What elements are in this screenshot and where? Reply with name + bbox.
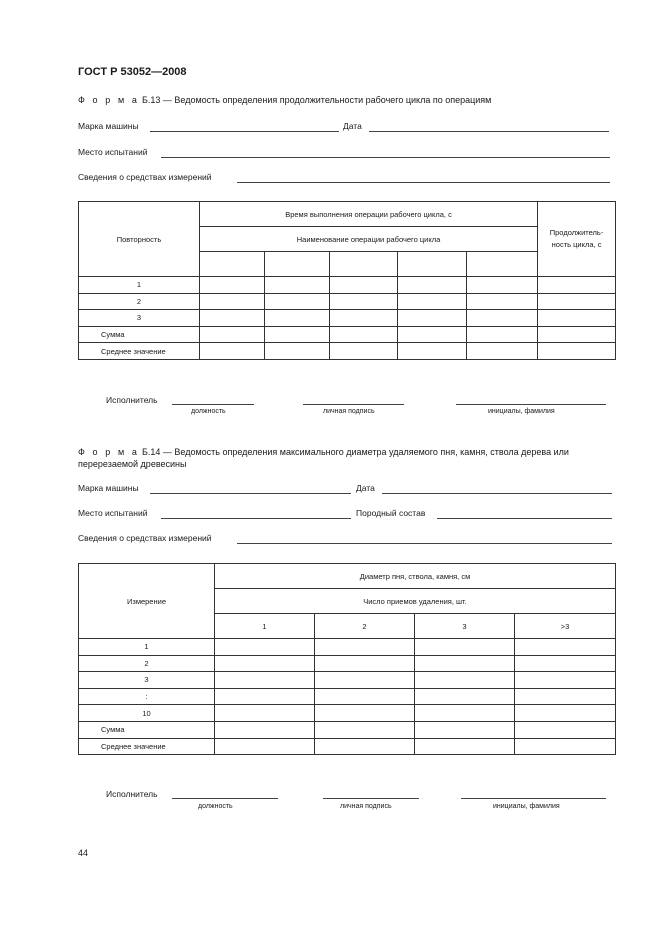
data-cell[interactable] (415, 672, 515, 689)
data-cell[interactable] (330, 326, 398, 343)
form-label: Ф о р м а (78, 447, 140, 457)
place-label: Место испытаний (78, 508, 148, 518)
data-cell[interactable] (538, 293, 616, 310)
op-cell[interactable] (467, 252, 538, 277)
data-cell[interactable] (515, 705, 616, 722)
data-cell[interactable] (200, 277, 265, 294)
row-label: 10 (79, 705, 215, 722)
data-cell[interactable] (215, 672, 315, 689)
data-cell[interactable] (398, 293, 467, 310)
data-cell[interactable] (415, 655, 515, 672)
date-label: Дата (343, 121, 362, 131)
data-cell[interactable] (515, 639, 616, 656)
data-cell[interactable] (215, 639, 315, 656)
op-cell[interactable] (330, 252, 398, 277)
duration-header-line2: ность цикла, с (551, 240, 602, 249)
initials-line[interactable] (461, 798, 606, 799)
data-cell[interactable] (330, 310, 398, 327)
document-header: ГОСТ Р 53052—2008 (78, 66, 187, 78)
data-cell[interactable] (215, 721, 315, 738)
op-cell[interactable] (200, 252, 265, 277)
attempt-col-header: 1 (215, 614, 315, 639)
data-cell[interactable] (265, 326, 330, 343)
data-cell[interactable] (265, 293, 330, 310)
form-b14-title-cont: перерезаемой древесины (78, 459, 187, 469)
date-field[interactable] (382, 493, 612, 494)
form-label: Ф о р м а (78, 95, 140, 105)
row-label: 1 (79, 639, 215, 656)
machine-label: Марка машины (78, 483, 139, 493)
data-cell[interactable] (538, 310, 616, 327)
row-label: 3 (79, 310, 200, 327)
data-cell[interactable] (467, 326, 538, 343)
row-label: Сумма (79, 326, 200, 343)
initials-caption: инициалы, фамилия (493, 803, 560, 810)
col-measure-header: Измерение (79, 564, 215, 639)
duration-header-line1: Продолжитель- (549, 228, 604, 237)
machine-label: Марка машины (78, 121, 139, 131)
signature-caption: личная подпись (340, 803, 392, 810)
attempt-col-header: 2 (315, 614, 415, 639)
attempts-header: Число приемов удаления, шт. (215, 589, 616, 614)
data-cell[interactable] (398, 343, 467, 360)
data-cell[interactable] (515, 738, 616, 755)
data-cell[interactable] (538, 343, 616, 360)
data-cell[interactable] (215, 688, 315, 705)
data-cell[interactable] (200, 326, 265, 343)
place-field[interactable] (161, 518, 351, 519)
instruments-field[interactable] (237, 543, 612, 544)
attempt-col-header: 3 (415, 614, 515, 639)
row-label: Среднее значение (79, 343, 200, 360)
data-cell[interactable] (538, 277, 616, 294)
op-name-header: Наименование операции рабочего цикла (200, 227, 538, 252)
page-number: 44 (78, 848, 89, 858)
instruments-label: Сведения о средствах измерений (78, 533, 212, 543)
diameter-table (78, 563, 616, 755)
data-cell[interactable] (467, 310, 538, 327)
data-cell[interactable] (398, 310, 467, 327)
data-cell[interactable] (315, 639, 415, 656)
data-cell[interactable] (215, 705, 315, 722)
data-cell[interactable] (515, 672, 616, 689)
date-label: Дата (356, 483, 375, 493)
data-cell[interactable] (515, 688, 616, 705)
date-field[interactable] (369, 131, 609, 132)
form-b13-title (78, 94, 491, 107)
data-cell[interactable] (330, 343, 398, 360)
form-title-text: — Ведомость определения продолжительности рабочего цикла по операциям (162, 95, 492, 105)
row-label: 2 (79, 655, 215, 672)
place-label: Место испытаний (78, 147, 148, 157)
position-line[interactable] (172, 798, 278, 799)
op-cell[interactable] (398, 252, 467, 277)
data-cell[interactable] (415, 721, 515, 738)
signature-caption: личная подпись (323, 408, 375, 415)
diameter-header: Диаметр пня, ствола, камня, см (215, 564, 616, 589)
row-label: 1 (79, 277, 200, 294)
data-cell[interactable] (467, 277, 538, 294)
row-label: Сумма (79, 721, 215, 738)
data-cell[interactable] (215, 655, 315, 672)
initials-line[interactable] (456, 404, 606, 405)
data-cell[interactable] (265, 277, 330, 294)
machine-field[interactable] (150, 493, 351, 494)
place-field[interactable] (161, 157, 610, 158)
cycle-time-table (78, 201, 616, 360)
data-cell[interactable] (315, 655, 415, 672)
initials-caption: инициалы, фамилия (488, 408, 555, 415)
attempt-col-header: >3 (515, 614, 616, 639)
position-caption: должность (198, 803, 233, 810)
data-cell[interactable] (398, 277, 467, 294)
row-label: Среднее значение (79, 738, 215, 755)
data-cell[interactable] (415, 705, 515, 722)
row-label: 2 (79, 293, 200, 310)
data-cell[interactable] (330, 277, 398, 294)
data-cell[interactable] (200, 310, 265, 327)
duration-header (538, 202, 616, 277)
data-cell[interactable] (200, 293, 265, 310)
row-label: : (79, 688, 215, 705)
time-header: Время выполнения операции рабочего цикла, с (200, 202, 538, 227)
data-cell[interactable] (415, 738, 515, 755)
species-field[interactable] (437, 518, 612, 519)
data-cell[interactable] (538, 326, 616, 343)
performer-label: Исполнитель (106, 395, 158, 405)
data-cell[interactable] (315, 688, 415, 705)
data-cell[interactable] (315, 738, 415, 755)
op-cell[interactable] (265, 252, 330, 277)
data-cell[interactable] (315, 721, 415, 738)
data-cell[interactable] (515, 721, 616, 738)
data-cell[interactable] (215, 738, 315, 755)
data-cell[interactable] (415, 639, 515, 656)
data-cell[interactable] (398, 326, 467, 343)
data-cell[interactable] (330, 293, 398, 310)
data-cell[interactable] (315, 672, 415, 689)
data-cell[interactable] (467, 293, 538, 310)
position-caption: должность (191, 408, 226, 415)
data-cell[interactable] (200, 343, 265, 360)
form-title-text: — Ведомость определения максимального диаметра удаляемого пня, камня, ствола дерева или (162, 447, 569, 457)
data-cell[interactable] (265, 310, 330, 327)
machine-field[interactable] (150, 131, 339, 132)
form-code: Б.13 (141, 95, 161, 105)
instruments-field[interactable] (237, 182, 610, 183)
data-cell[interactable] (315, 705, 415, 722)
instruments-label: Сведения о средствах измерений (78, 172, 212, 182)
data-cell[interactable] (265, 343, 330, 360)
data-cell[interactable] (415, 688, 515, 705)
position-line[interactable] (172, 404, 254, 405)
col-repeat-header: Повторность (79, 202, 200, 277)
data-cell[interactable] (467, 343, 538, 360)
form-code: Б.14 (141, 447, 161, 457)
species-label: Породный состав (356, 508, 426, 518)
signature-line[interactable] (323, 798, 419, 799)
performer-label: Исполнитель (106, 789, 158, 799)
data-cell[interactable] (515, 655, 616, 672)
signature-line[interactable] (303, 404, 404, 405)
row-label: 3 (79, 672, 215, 689)
